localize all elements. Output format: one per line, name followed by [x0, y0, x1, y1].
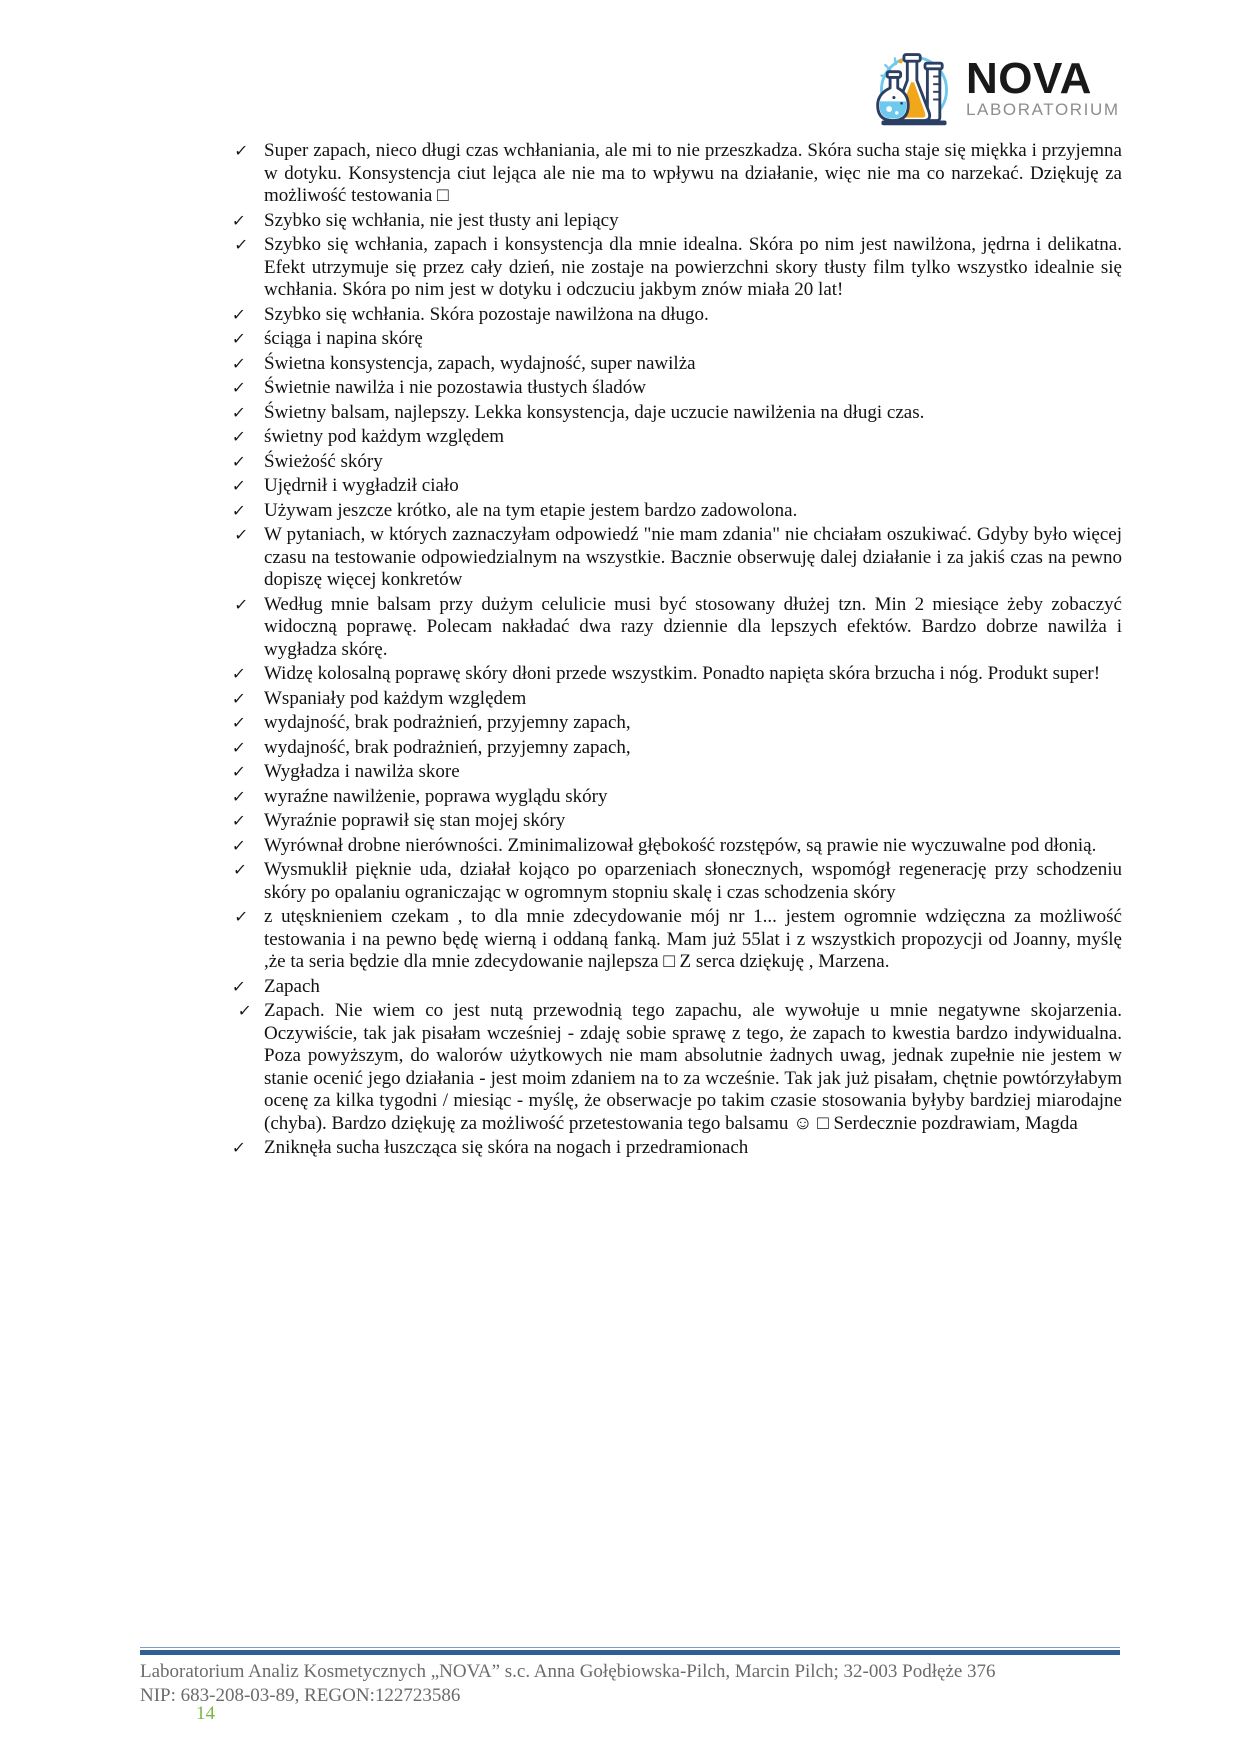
review-item: [232, 210, 1122, 233]
review-item: [232, 712, 1122, 735]
checkmark-icon: ✓: [231, 500, 247, 520]
page-number: 14: [196, 1703, 215, 1724]
checkmark-icon: ✓: [231, 329, 247, 348]
review-text: Ujędrnił i wygładził ciało: [264, 475, 459, 496]
checkmark-icon: ✓: [231, 402, 247, 422]
review-item: [232, 810, 1122, 833]
review-item: [232, 475, 1122, 498]
footer: [140, 1660, 1140, 1708]
review-item: [232, 906, 1122, 974]
review-text: Szybko się wchłania, zapach i konsystencja dla mnie idealna. Skóra po nim jest nawilżona, jędrna i delikatna. Efekt utrzymuje się przez cały dzień, nie zostaje na powierzchni skory tłusty film tylko wszystko idealnie się wchłania. Skóra po nim jest w dotyku i odczuciu jakbym znów miała 20 lat!: [264, 234, 1122, 300]
brand-name: NOVA: [966, 53, 1092, 103]
review-item: [232, 304, 1122, 327]
checkmark-icon: ✓: [231, 664, 247, 683]
review-text: Szybko się wchłania, nie jest tłusty ani lepiący: [264, 209, 619, 231]
checkmark-icon: ✓: [231, 786, 247, 806]
review-item: [232, 451, 1122, 474]
review-item: [232, 353, 1122, 376]
review-text: Według mnie balsam przy dużym celulicie musi być stosowany dłużej tzn. Min 2 miesiące żeby zobaczyć widoczną poprawę. Polecam nakładać dwa razy dziennie dla lepszych efektów. Bardzo dobrze nawilża i wygładza skórę.: [264, 593, 1122, 660]
review-item: [232, 859, 1122, 904]
review-text: Wysmuklił pięknie uda, działał kojąco po oparzeniach słonecznych, wspomógł regenerację przy schodzeniu skóry po opalaniu ograniczając w ogromnym stopniu skalę i czas schodzenia skóry: [264, 859, 1122, 903]
checkmark-icon: ✓: [232, 860, 248, 879]
review-item: [232, 524, 1122, 592]
review-item: [232, 1137, 1122, 1160]
review-text: Wyraźnie poprawił się stan mojej skóry: [264, 810, 566, 831]
review-item: [232, 377, 1122, 400]
review-text: Widzę kolosalną poprawę skóry dłoni przede wszystkim. Ponadto napięta skóra brzucha i nóg. Produkt super!: [264, 663, 1101, 684]
review-text: Super zapach, nieco długi czas wchłaniania, ale mi to nie przeszkadza. Skóra sucha staje się miękka i przyjemna w dotyku. Konsystencja ciut lejąca ale nie ma to wpływu na działanie, więc nie ma co narzekać. Dziękuję za możliwość testowania □: [264, 140, 1122, 206]
review-item: [232, 663, 1122, 686]
checkmark-icon: ✓: [231, 976, 247, 996]
review-text: Zniknęła sucha łuszcząca się skóra na nogach i przedramionach: [264, 1137, 749, 1158]
footer-divider: [140, 1647, 1120, 1655]
review-item: [232, 737, 1122, 760]
footer-nip-regon-line: NIP: 683-208-03-89, REGON:122723586: [140, 1685, 461, 1706]
review-text: Wygładza i nawilża skore: [264, 761, 460, 782]
review-text: Świetny balsam, najlepszy. Lekka konsystencja, daje uczucie nawilżenia na długi czas.: [264, 401, 925, 423]
review-text: Zapach: [264, 975, 320, 997]
review-text: świetny pod każdym względem: [264, 426, 505, 447]
review-item: [232, 402, 1122, 425]
checkmark-icon: ✓: [233, 525, 249, 544]
checkmark-icon: ✓: [231, 210, 247, 230]
checkmark-icon: ✓: [231, 1138, 247, 1157]
checkmark-icon: ✓: [231, 378, 247, 397]
review-item: [232, 976, 1122, 999]
checkmark-icon: ✓: [231, 688, 247, 708]
footer-divider-thick-line: [140, 1650, 1120, 1655]
review-text: wydajność, brak podrażnień, przyjemny zapach,: [264, 736, 631, 758]
review-text: wydajność, brak podrażnień, przyjemny zapach,: [264, 712, 631, 733]
checkmark-icon: ✓: [231, 304, 247, 324]
review-text: Wspaniały pod każdym względem: [264, 687, 527, 709]
review-text: W pytaniach, w których zaznaczyłam odpowiedź "nie mam zdania" nie chciałam oszukiwać. Gdyby było więcej czasu na testowanie odpowiedzialnym na wszystkie. Bacznie obserwuję dalej działanie i za jakiś czas na pewno dopiszę więcej konkretów: [264, 524, 1122, 590]
checkmark-icon: ✓: [233, 907, 249, 926]
review-text: Wyrównał drobne nierówności. Zminimalizował głębokość rozstępów, są prawie nie wyczuwalne pod dłonią.: [264, 834, 1097, 856]
review-text: z utęsknieniem czekam , to dla mnie zdecydowanie mój nr 1... jestem ogromnie wdzięczna za możliwość testowania i na pewno będę wierną i oddaną fanką. Mam już 55lat i z wszystkich propozycji od Joanny, myślę ,że ta seria będzie dla mnie zdecydowanie najlepsza □ Z serca dziękuję , Marzena.: [264, 906, 1122, 972]
review-text: ściąga i napina skórę: [264, 328, 423, 349]
review-text: wyraźne nawilżenie, poprawa wyglądu skóry: [264, 785, 608, 807]
lab-flasks-icon: [868, 44, 960, 132]
checkmark-icon: ✓: [233, 594, 249, 614]
footer-company-line: Laboratorium Analiz Kosmetycznych „NOVA” s.c. Anna Gołębiowska-Pilch, Marcin Pilch; 32-003 Podłęże 376: [140, 1661, 996, 1682]
review-item: [232, 500, 1122, 523]
review-item: [232, 786, 1122, 809]
checkmark-icon: ✓: [231, 451, 247, 471]
reviews-list: [232, 140, 1122, 1162]
checkmark-icon: ✓: [231, 713, 247, 732]
checkmark-icon: ✓: [233, 235, 249, 254]
review-item: [232, 761, 1122, 784]
review-text: Zapach. Nie wiem co jest nutą przewodnią tego zapachu, ale wywołuje u mnie negatywne skojarzenia. Oczywiście, tak jak pisałam wcześniej - zdaję sobie sprawę z tego, że zapach to kwestia bardzo indywidualna. Poza powyższym, do walorów użytkowych nie mam absolutnie żadnych uwag, jednak zupełnie nie jestem w stanie ocenić jego działania - jest moim zdaniem na to za wcześnie. Tak jak już pisałam, chętnie powtórzyłabym ocenę za kilka tygodni / miesiąc - myślę, że obserwacje po takim czasie stosowania byłyby bardziej miarodajne (chyba). Bardzo dziękuję za możliwość przetestowania tego balsamu ☺ □ Serdecznie pozdrawiam, Magda: [264, 1000, 1122, 1134]
checkmark-icon: ✓: [231, 811, 247, 830]
review-item: [232, 234, 1122, 302]
brand-subtitle: LABORATORIUM: [966, 99, 1120, 119]
review-text: Szybko się wchłania. Skóra pozostaje nawilżona na długo.: [264, 303, 709, 325]
review-item: [232, 328, 1122, 351]
review-text: Świetnie nawilża i nie pozostawia tłustych śladów: [264, 377, 647, 398]
review-item: [232, 835, 1122, 858]
checkmark-icon: ✓: [231, 353, 247, 373]
review-item: [232, 426, 1122, 449]
checkmark-icon: ✓: [231, 476, 247, 495]
review-item: [232, 594, 1122, 662]
checkmark-icon: ✓: [236, 1001, 253, 1020]
checkmark-icon: ✓: [233, 141, 249, 160]
review-text: Świeżość skóry: [264, 450, 383, 472]
review-item: [232, 1000, 1122, 1135]
review-text: Świetna konsystencja, zapach, wydajność, super nawilża: [264, 352, 696, 374]
checkmark-icon: ✓: [231, 737, 247, 757]
review-item: [232, 140, 1122, 208]
checkmark-icon: ✓: [231, 762, 247, 781]
review-item: [232, 688, 1122, 711]
nova-logo: [868, 44, 1120, 132]
checkmark-icon: ✓: [231, 427, 247, 446]
checkmark-icon: ✓: [231, 835, 247, 855]
review-text: Używam jeszcze krótko, ale na tym etapie jestem bardzo zadowolona.: [264, 499, 798, 521]
